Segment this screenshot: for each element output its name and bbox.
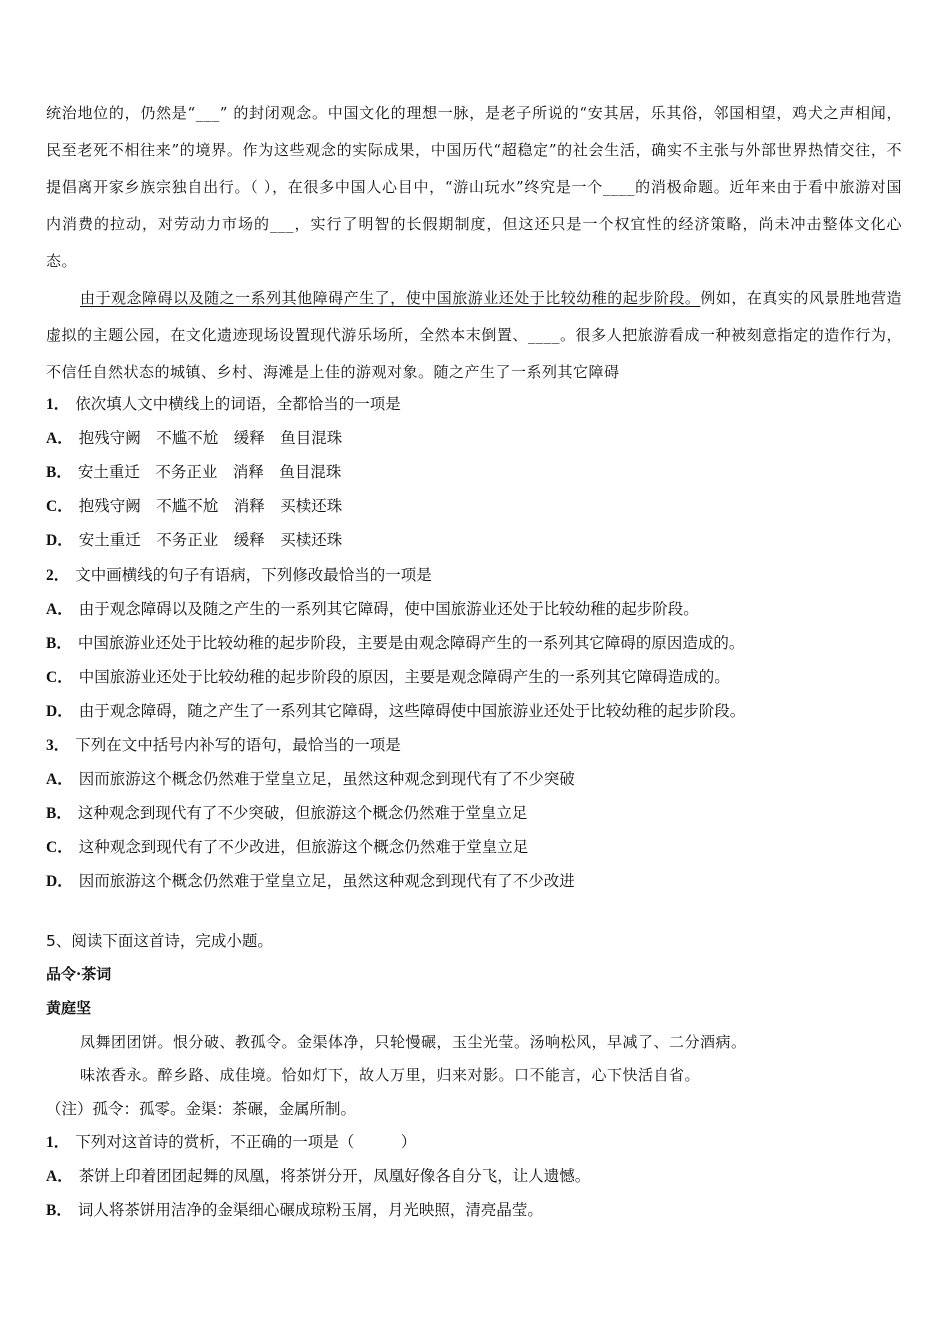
q2-option-d[interactable] <box>46 699 745 721</box>
q1-option-d[interactable] <box>46 528 342 550</box>
option-label: B． <box>46 635 72 652</box>
passage-paragraph-1: 统治地位的，仍然是“___” 的封闭观念。中国文化的理想一脉，是老子所说的“安其居，乐其俗，邻国相望，鸡犬之声相闻，民至老死不相往来”的境界。作为这些观念的实际成果，中国历代“超稳定”的社会生活，确实不主张与外部世界热情交往，不提倡离开家乡族宗独自出行。（ ），在很多中国人心目中，“游山玩水”终究是一个____的消极命题。近年来由于看中旅游对国内消费的拉动，对劳动力市场的___，实行了明智的长假期制度，但这还只是一个权宜性的经济策略，尚未冲击整体文化心态。 <box>46 104 902 270</box>
option-text: 词人将茶饼用洁净的金渠细心碾成琼粉玉屑，月光映照，清亮晶莹。 <box>77 1201 543 1219</box>
reading-passage <box>46 95 902 391</box>
poem-title: 品令·茶词 <box>46 965 112 983</box>
option-label: D． <box>46 703 73 720</box>
poem-option-a[interactable] <box>46 1164 590 1186</box>
question-1-stem <box>46 392 401 414</box>
question-3-stem <box>46 733 401 755</box>
poem-author: 黄庭坚 <box>46 999 92 1017</box>
option-text: 由于观念障碍以及随之产生的一系列其它障碍，使中国旅游业还处于比较幼稚的起步阶段。 <box>78 600 699 618</box>
question-number: 3． <box>46 737 70 754</box>
q1-option-a[interactable] <box>46 426 342 448</box>
option-label: A． <box>46 771 73 788</box>
question-number: 1． <box>46 396 70 413</box>
poem-line-1: 凤舞团团饼。恨分破、教孤令。金渠体净，只轮慢碾，玉尘光莹。汤响松风，早减了、二分酒病。 <box>80 1033 747 1051</box>
q1-option-c[interactable] <box>46 494 342 516</box>
poem-option-b[interactable] <box>46 1198 543 1220</box>
question-text: 下列在文中括号内补写的语句，最恰当的一项是 <box>75 736 401 754</box>
passage-paragraph-2 <box>46 280 902 391</box>
option-text: 这种观念到现代有了不少改进，但旅游这个概念仍然难于堂皇立足 <box>78 838 529 856</box>
question-text: 下列对这首诗的赏析，不正确的一项是（ ） <box>75 1133 417 1151</box>
option-label: B． <box>46 464 72 481</box>
option-text: 抱残守阙 不尴不尬 消释 买椟还珠 <box>78 497 343 515</box>
option-label: A． <box>46 601 73 618</box>
option-label: C． <box>46 498 73 515</box>
poem-note: （注）孤令：孤零。金渠：茶碾，金属所制。 <box>46 1100 357 1118</box>
option-label: A． <box>46 1168 73 1185</box>
section-5-heading: 5、阅读下面这首诗，完成小题。 <box>46 932 273 950</box>
option-text: 茶饼上印着团团起舞的凤凰，将茶饼分开，凤凰好像各自分飞，让人遗憾。 <box>78 1167 591 1185</box>
question-text: 依次填人文中横线上的词语，全都恰当的一项是 <box>75 395 401 413</box>
option-label: C． <box>46 839 73 856</box>
option-label: D． <box>46 873 73 890</box>
option-label: B． <box>46 805 72 822</box>
option-text: 抱残守阙 不尴不尬 缓释 鱼目混珠 <box>78 429 343 447</box>
poem-line-2: 味浓香永。醉乡路、成佳境。恰如灯下，故人万里，归来对影。口不能言，心下快活自省。 <box>80 1066 701 1084</box>
question-number: 2． <box>46 567 70 584</box>
q3-option-c[interactable] <box>46 835 528 857</box>
option-text: 这种观念到现代有了不少突破，但旅游这个概念仍然难于堂皇立足 <box>77 804 528 822</box>
q2-option-b[interactable] <box>46 631 744 653</box>
q1-option-b[interactable] <box>46 460 341 482</box>
option-label: B． <box>46 1202 72 1219</box>
question-2-stem <box>46 563 432 585</box>
option-text: 安土重迁 不务正业 缓释 买椟还珠 <box>78 531 343 549</box>
question-number: 1． <box>46 1134 70 1151</box>
q3-option-b[interactable] <box>46 801 527 823</box>
option-text: 中国旅游业还处于比较幼稚的起步阶段，主要是由观念障碍产生的一系列其它障碍的原因造成的。 <box>77 634 745 652</box>
underlined-sentence: 由于观念障碍以及随之一系列其他障碍产生了，使中国旅游业还处于比较幼稚的起步阶段。 <box>80 289 701 307</box>
passage-paragraph-2-rest: 例如，在真实的风景胜地营造虚拟的主题公园，在文化遗迹现场设置现代游乐场所，全然本末倒置、____。很多人把旅游看成一种被刻意指定的造作行为，不信任自然状态的城镇、乡村、海滩是上佳的游观对象。随之产生了一系列其它障碍 <box>46 289 902 381</box>
option-text: 由于观念障碍，随之产生了一系列其它障碍，这些障碍使中国旅游业还处于比较幼稚的起步阶段。 <box>78 702 746 720</box>
option-label: A． <box>46 430 73 447</box>
option-text: 因而旅游这个概念仍然难于堂皇立足，虽然这种观念到现代有了不少突破 <box>78 770 575 788</box>
q3-option-a[interactable] <box>46 767 575 789</box>
q3-option-d[interactable] <box>46 869 575 891</box>
option-label: C． <box>46 669 73 686</box>
q2-option-a[interactable] <box>46 597 699 619</box>
option-text: 安土重迁 不务正业 消释 鱼目混珠 <box>77 463 342 481</box>
option-text: 中国旅游业还处于比较幼稚的起步阶段的原因，主要是观念障碍产生的一系列其它障碍造成的。 <box>78 668 730 686</box>
question-text: 文中画横线的句子有语病，下列修改最恰当的一项是 <box>75 566 432 584</box>
q2-option-c[interactable] <box>46 665 730 687</box>
option-label: D． <box>46 532 73 549</box>
option-text: 因而旅游这个概念仍然难于堂皇立足，虽然这种观念到现代有了不少改进 <box>78 872 575 890</box>
poem-question-stem <box>46 1130 416 1152</box>
